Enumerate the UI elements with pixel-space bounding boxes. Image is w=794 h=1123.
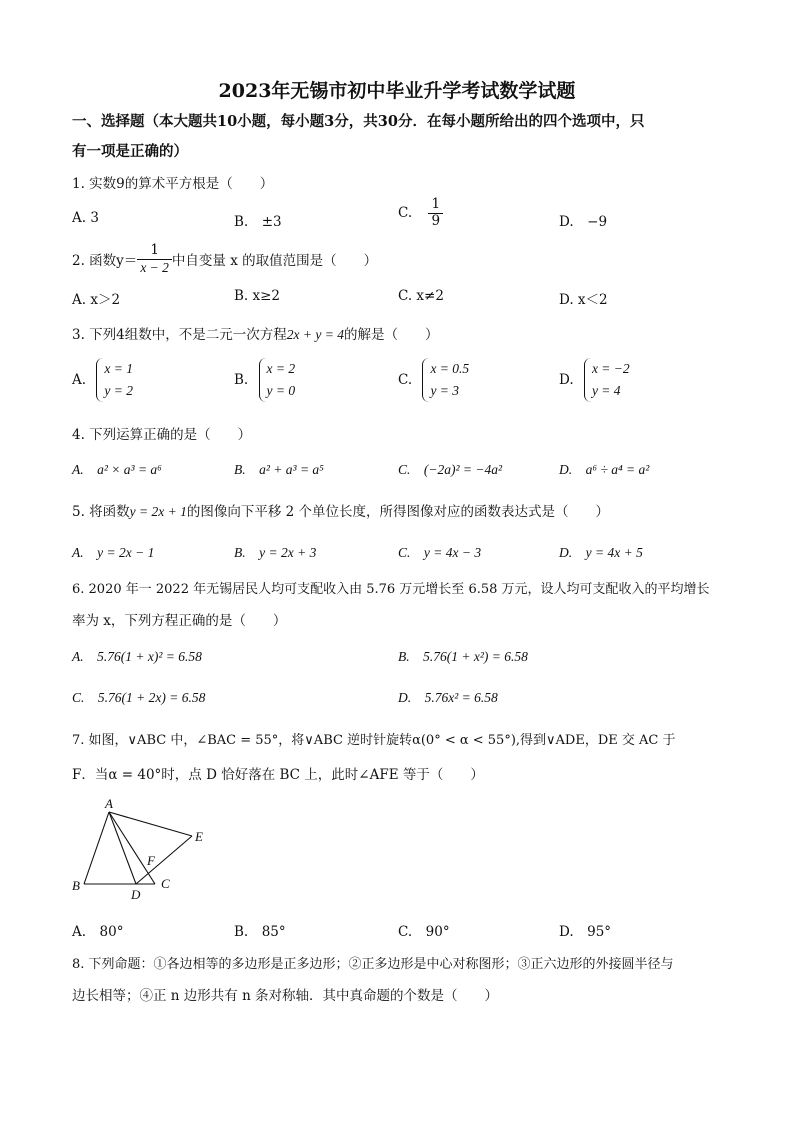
q2-option-c: C. x≠2 [398,288,444,304]
q3-b-eq1: x = 2 [266,361,296,376]
q2-option-d: D. x＜2 [559,292,608,308]
label-a: A [105,796,113,811]
q3-a-eq1: x = 1 [104,361,133,376]
q6-option-d: D. 5.76x² = 6.58 [398,690,498,705]
q5-option-a: A. y = 2x − 1 [72,545,155,560]
question-7-line1: 7. 如图，∨ABC 中，∠BAC = 55°，将∨ABC 逆时针旋转α(0° < α < 55°),得到∨ADE，DE 交 AC 于 [72,733,676,748]
q3-option-c-label: C. [398,372,413,388]
q2-option-b: B. x≥2 [234,288,281,304]
q2-fraction-numerator: 1 [137,243,172,260]
q3-option-c-system [422,358,469,402]
label-e: E [195,829,203,844]
q3-c-eq1: x = 0.5 [430,361,470,376]
q3-b-eq2: y = 0 [266,383,296,398]
q2-fraction [137,243,172,275]
segment-ab [84,812,109,884]
q7-option-b: B. 85° [234,924,286,940]
q4-option-d: D. a⁶ ÷ a⁴ = a² [559,462,650,477]
figure-lines [84,812,192,884]
q3-d-eq1: x = −2 [591,361,630,376]
label-d: D [131,887,141,902]
q7-option-c: C. 90° [398,924,450,940]
question-8-line1: 8. 下列命题：①各边相等的多边形是正多边形；②正多边形是中心对称图形；③正六边形的外接圆半径与 [72,957,674,972]
q5-option-c: C. y = 4x − 3 [398,545,482,560]
q5-stem-suffix: 的图像向下平移 2 个单位长度，所得图像对应的函数表达式是（ ） [186,504,610,520]
question-6-line2: 率为 x，下列方程正确的是（ ） [72,613,287,629]
section-heading-line1: 一、选择题（本大题共10小题，每小题3分，共30分．在每小题所给出的四个选项中，只 [72,113,645,130]
q3-a-eq2: y = 2 [104,383,133,398]
question-7-line2: F．当α = 40°时，点 D 恰好落在 BC 上，此时∠AFE 等于（ ） [72,767,484,783]
q1-fraction-denominator: 9 [431,212,441,229]
q1-option-c-label: C. [398,205,413,222]
q3-option-b-label: B. [234,372,249,388]
question-8-line2: 边长相等；④正 n 边形共有 n 条对称轴．其中真命题的个数是（ ） [72,988,499,1004]
q1-option-b: B. ±3 [234,214,282,230]
page-title: 2023年无锡市初中毕业升学考试数学试题 [218,80,576,102]
q3-option-d-system [584,358,630,402]
question-3-stem [72,323,438,343]
q6-option-c: C. 5.76(1 + 2x) = 6.58 [72,690,206,705]
q3-option-d [559,358,630,402]
q2-stem-prefix: 2. 函数y＝ [72,253,138,270]
q1-fraction [428,197,443,229]
q7-option-d: D. 95° [559,924,612,940]
q3-option-b-system [259,358,296,402]
q3-d-eq2: y = 4 [591,383,621,398]
q1-option-a: A. 3 [72,210,99,226]
question-5-stem [72,500,609,520]
q6-option-b: B. 5.76(1 + x²) = 6.58 [398,649,528,664]
q6-option-a: A. 5.76(1 + x)² = 6.58 [72,649,202,664]
q5-stem-prefix: 5. 将函数 [72,504,130,520]
q3-stem-suffix: 的解是（ ） [343,327,439,343]
q4-option-b: B. a² + a³ = a⁵ [234,462,324,477]
section-heading-line2: 有一项是正确的） [72,143,188,160]
q1-option-d: D. −9 [559,214,608,230]
label-f: F [147,853,155,868]
q3-option-b [234,358,295,402]
question-4-stem: 4. 下列运算正确的是（ ） [72,427,252,443]
q2-stem-suffix: 中自变量 x 的取值范围是（ ） [171,253,378,270]
q4-option-a: A. a² × a³ = a⁶ [72,462,162,477]
label-b: B [72,878,80,893]
q1-fraction-numerator: 1 [428,197,443,214]
q3-option-a-system [96,358,133,402]
q3-option-a-label: A. [72,372,87,388]
question-6-line1: 6. 2020 年一 2022 年无锡居民人均可支配收入由 5.76 万元增长至 6.58 万元，设人均可支配收入的平均增长 [72,582,710,597]
q5-option-d: D. y = 4x + 5 [559,545,643,560]
q5-option-b: B. y = 2x + 3 [234,545,317,560]
label-c: C [161,876,170,891]
q3-stem-equation: 2x + y = 4 [286,327,344,342]
q1-option-c [398,197,443,229]
q3-option-a [72,358,133,402]
question-2-stem [72,243,377,275]
q4-option-c: C. (−2a)² = −4a² [398,462,503,477]
q5-stem-equation: y = 2x + 1 [129,504,187,519]
q3-option-c [398,358,469,402]
q3-c-eq2: y = 3 [430,383,460,398]
question-1-stem: 1. 实数9的算术平方根是（ ） [72,176,274,192]
q3-stem-prefix: 3. 下列4组数中，不是二元一次方程 [72,327,287,343]
q2-fraction-denominator: x − 2 [140,259,169,275]
q7-geometry-figure [66,795,226,905]
q2-option-a: A. x＞2 [72,292,121,308]
q7-option-a: A. 80° [72,924,124,940]
q3-option-d-label: D. [559,372,574,388]
